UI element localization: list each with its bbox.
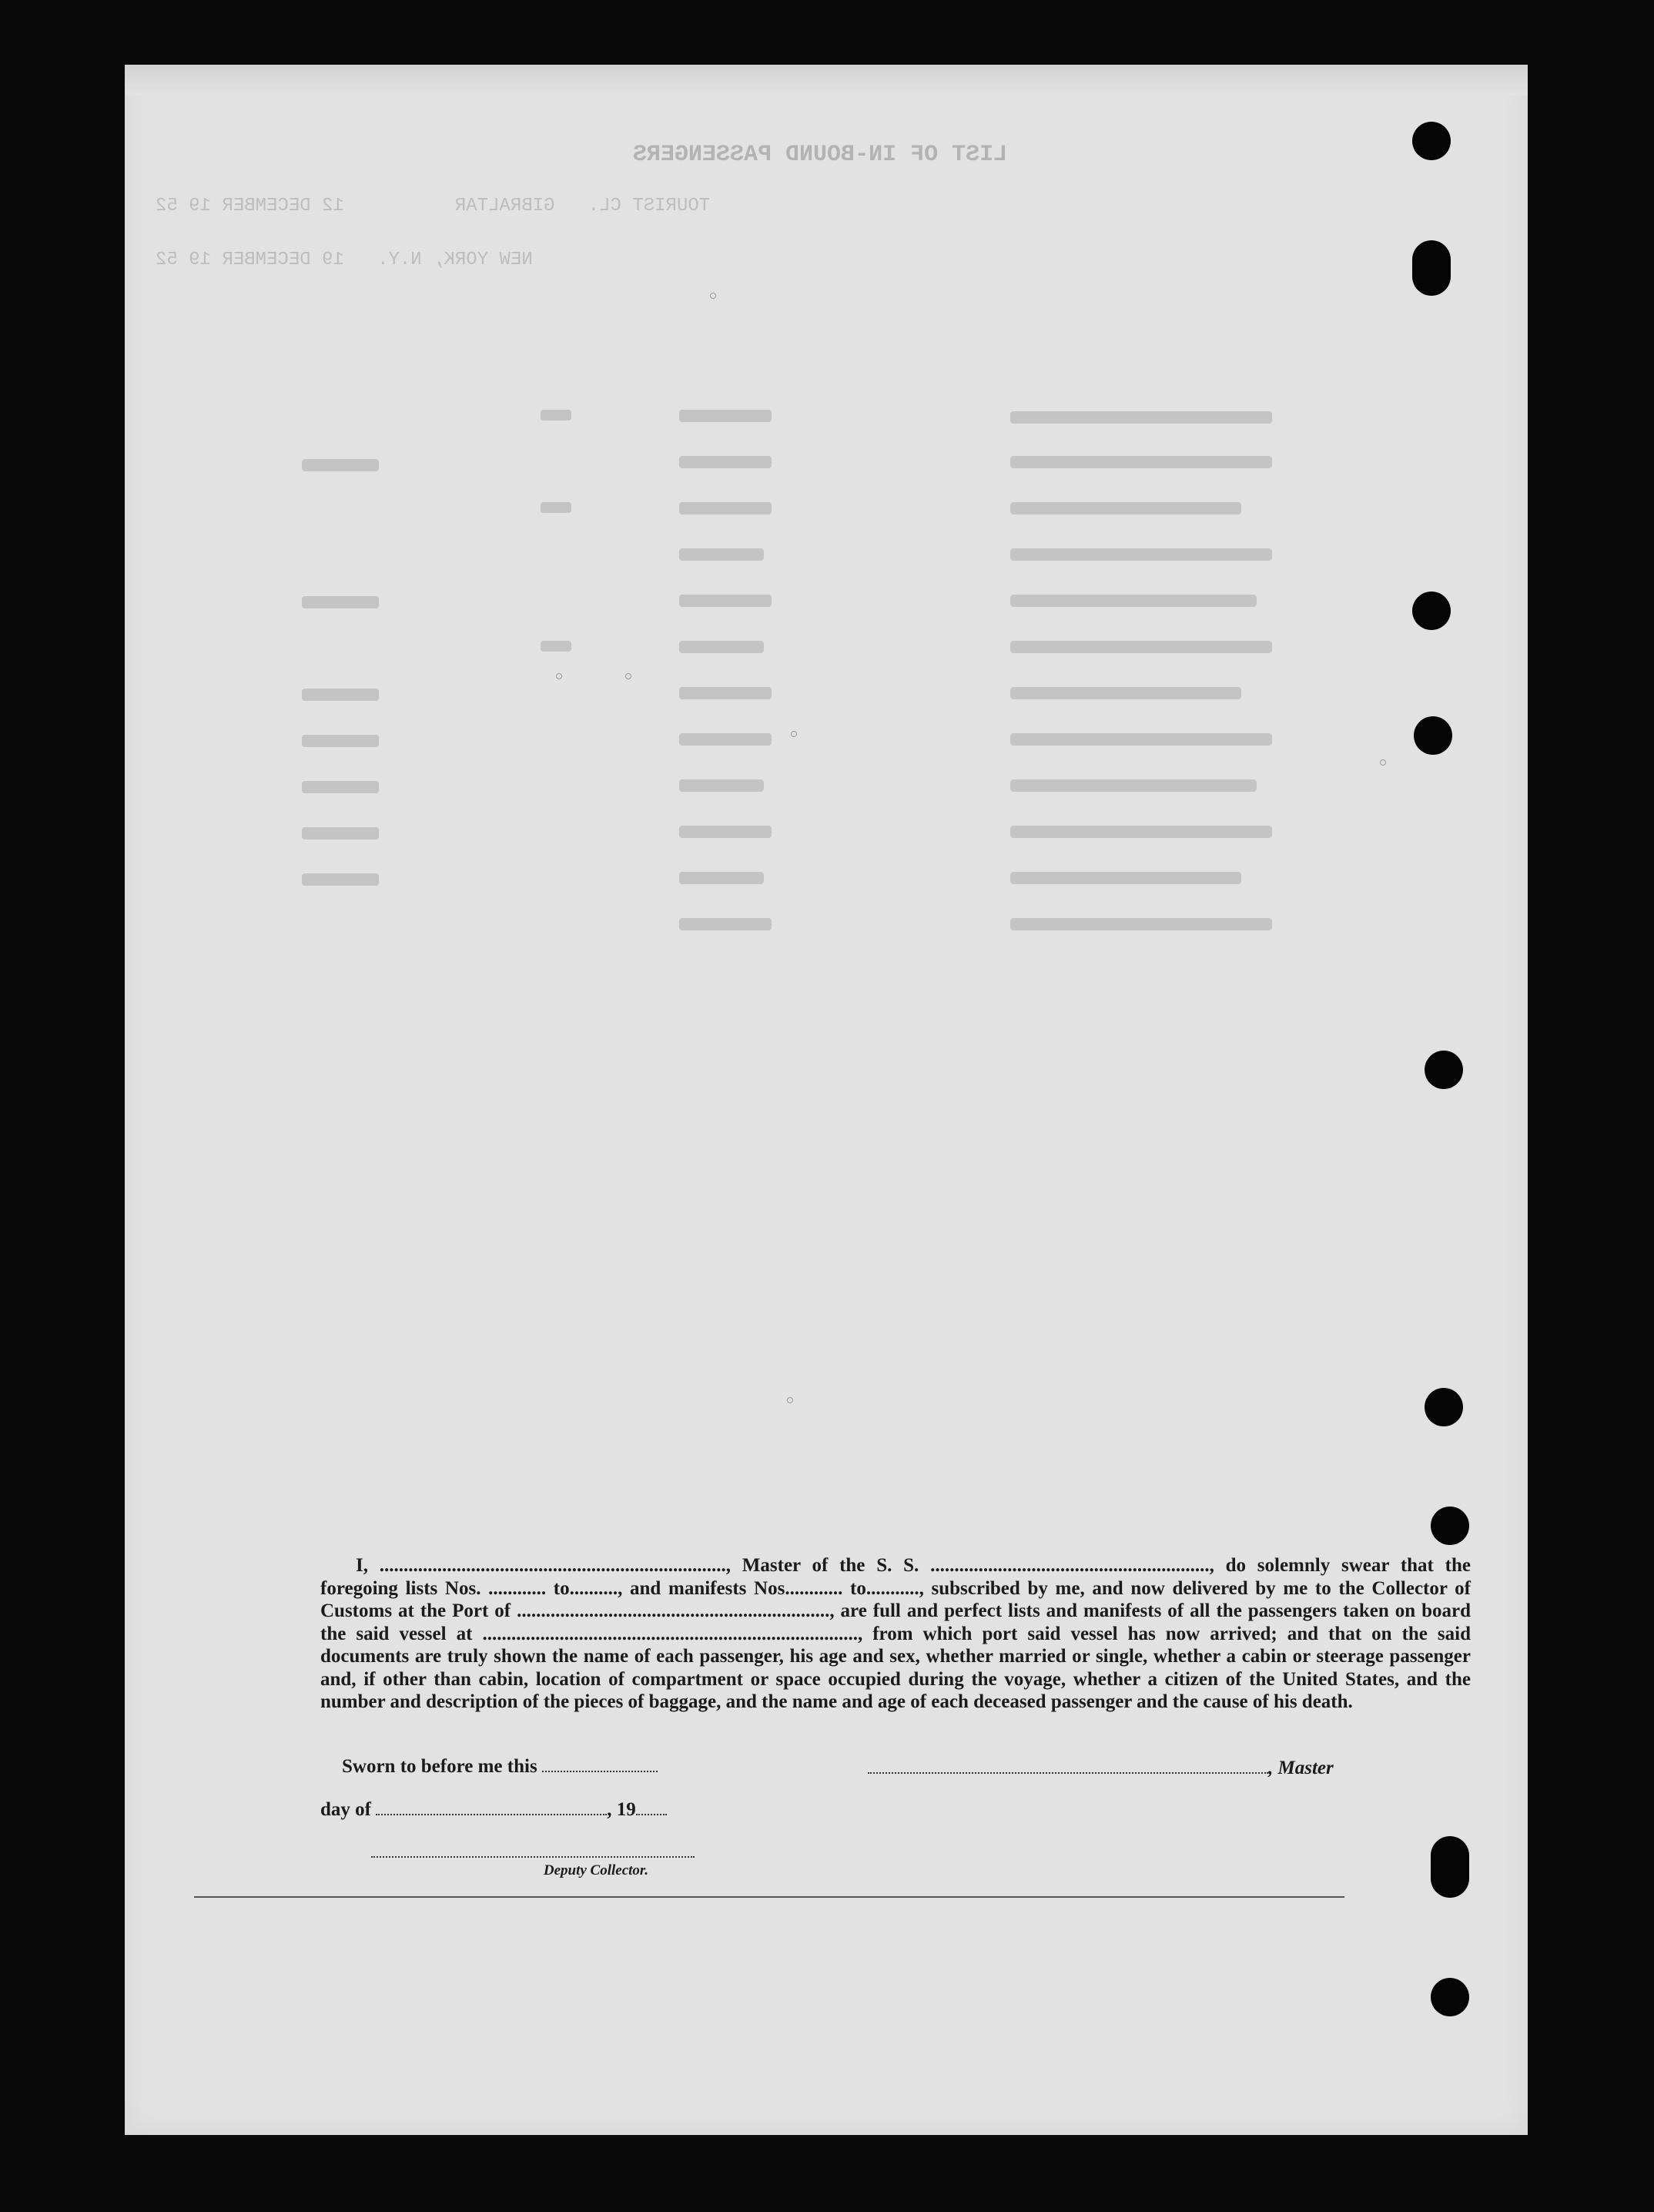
speck [787,1397,793,1403]
day-blank [376,1814,607,1815]
deputy-signature-line [371,1856,695,1858]
speck [791,731,797,737]
oath-paragraph [320,1554,1471,1714]
punch-hole [1431,1507,1469,1545]
day-label: day of [320,1799,371,1820]
speck [556,673,562,679]
master-signature-line [868,1758,1334,1779]
year-blank [636,1814,667,1815]
punch-hole [1412,240,1451,296]
sworn-date-blank [542,1771,658,1772]
bleed-line-2: NEW YORK, N.Y. 19 DECEMBER 19 52 [156,250,533,270]
bleed-line-1: TOURIST CL. GIBRALTAR 12 DECEMBER 19 52 [156,196,711,216]
punch-hole [1425,1388,1463,1426]
bleed-header-title: LIST OF IN-BOUND PASSENGERS [633,142,1008,168]
punch-hole [1412,592,1451,630]
master-label: , Master [1268,1758,1334,1778]
day-line [320,1799,667,1821]
sworn-label: Sworn to before me this [342,1756,537,1777]
bottom-rule [194,1896,1344,1898]
punch-hole [1425,1051,1463,1089]
speck [625,673,631,679]
oath-text: I, ........................................................................, Master of the S. S. .........................................................., do solemnly swear that the foregoing lists Nos. ............ to.........., and manifests Nos............ to..........., subscribed by me, and now delivered by me to the Collector of Customs at the Port of ................................................................., are full and perfect lists and manifests of all the passengers taken on board the said vessel at .............................................................................., from which port said vessel has now arrived; and that on the said documents are truly shown the name of each passenger, his age and sex, whether married or single, whether a cabin or steerage passenger and, if other than cabin, location of compartment or space occupied during the voyage, whether a citizen of the United States, and the number and description of the pieces of baggage, and the name and age of each deceased passenger and the cause of his death. [320,1555,1471,1712]
scan-edge [125,65,1528,96]
speck [1380,759,1386,766]
punch-hole [1412,122,1451,160]
bleed-manifest-rows [125,373,1528,1004]
deputy-label: Deputy Collector. [543,1862,648,1879]
master-signature-blank [868,1772,1268,1774]
document-page [125,65,1528,2135]
punch-hole [1431,1978,1469,2016]
speck [710,293,716,299]
year-prefix: , 19 [607,1799,636,1820]
sworn-line [342,1756,658,1778]
punch-hole [1431,1836,1469,1898]
punch-hole [1414,716,1452,755]
